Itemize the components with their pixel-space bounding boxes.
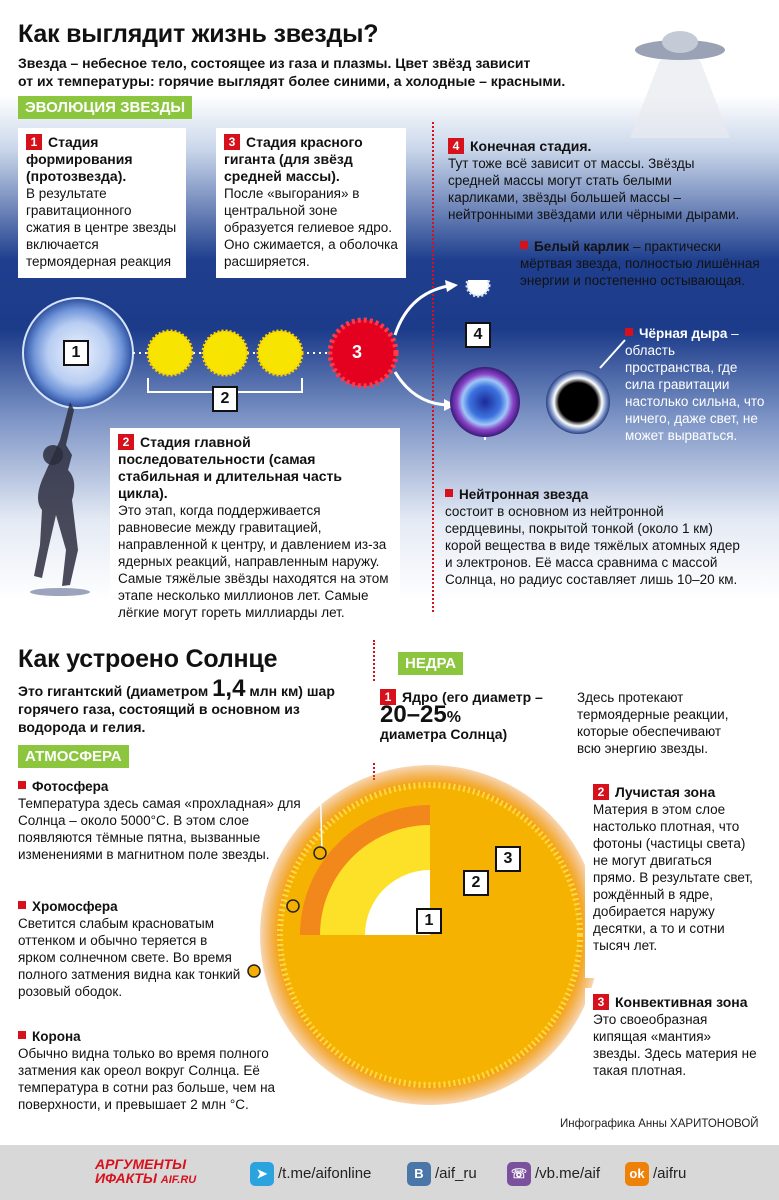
core-card	[372, 683, 752, 763]
stage-1-number: 1	[26, 134, 42, 150]
core-heading	[380, 689, 575, 743]
sun-intro	[18, 675, 348, 736]
photosphere-title: Фотосфера	[32, 779, 109, 794]
sun-diameter-unit: млн км)	[249, 683, 303, 699]
stage-1-text: В результате гравитационного сжатия в центре звезды включается термоядерная реакция	[26, 186, 177, 269]
sun-intro-b: шар горячего газа, состоящий в основном из водорода и гелия.	[18, 683, 335, 735]
stage-2-number: 2	[118, 434, 134, 450]
stage-3-text: После «выгорания» в центральной зоне образуется гелиевое ядро. Оно сжимается, а оболочка расширяется.	[224, 186, 398, 269]
diagram-label-2: 2	[212, 386, 238, 412]
stage-3-card	[216, 128, 406, 278]
stage-4-number: 4	[448, 138, 464, 154]
convective-zone-card	[585, 988, 765, 1093]
neutron-star-title: Нейтронная звезда	[459, 487, 589, 502]
radiative-title: Лучистая зона	[615, 784, 716, 800]
black-hole-block	[625, 325, 765, 444]
core-diameter-value: 20–25	[380, 701, 447, 728]
telegram-text: /t.me/aifonline	[278, 1164, 372, 1182]
photosphere-block	[18, 778, 308, 863]
core-number: 1	[380, 689, 396, 705]
neutron-star-text: состоит в основном из нейтронной сердцевины, покрытой тонкой (около 1 км) корой вещества в виде тяжёлых атомных ядер и электронов. Её масса сравнима с массой Солнца, но радиус составляет лишь 10–20 км.	[445, 504, 740, 587]
red-giant-shape	[330, 320, 396, 386]
viber-text: /vb.me/aif	[535, 1164, 601, 1182]
sun-diameter-value: 1,4	[212, 675, 246, 702]
stage-1-card	[18, 128, 186, 278]
stage-2-card	[110, 428, 400, 620]
vk-icon: В	[407, 1162, 431, 1186]
credit-text: Инфографика Анны ХАРИТОНОВОЙ	[560, 1118, 759, 1130]
white-dwarf-block	[520, 238, 765, 289]
core-diameter-pct: %	[446, 709, 461, 726]
stage-1-title: Стадия формирования (протозвезда).	[26, 134, 133, 184]
white-dwarf-shape	[467, 280, 489, 296]
bullet-icon	[18, 1031, 26, 1039]
viber-icon: ☏	[507, 1162, 531, 1186]
stage-4-title: Конечная стадия.	[470, 138, 592, 154]
neutron-star-shape	[450, 367, 520, 437]
core-text: Здесь протекают термоядерные реакции, которые обеспечивают всю энергию звезды.	[577, 690, 729, 756]
stage-3-title: Стадия красного гиганта (для звёзд средней массы).	[224, 134, 363, 184]
sun-label-3: 3	[495, 846, 521, 872]
footer-bar	[0, 1145, 779, 1200]
telegram-icon: ➤	[250, 1162, 274, 1186]
convective-number: 3	[593, 994, 609, 1010]
neutron-star-block	[445, 486, 745, 588]
bullet-icon	[625, 328, 633, 336]
vk-link[interactable]	[407, 1162, 477, 1186]
stage-3-number: 3	[224, 134, 240, 150]
aif-logo[interactable]	[95, 1157, 196, 1187]
radiative-number: 2	[593, 784, 609, 800]
sun-intro-a: Это гигантский (диаметром	[18, 683, 209, 699]
bullet-icon	[445, 489, 453, 497]
logo-line-1: АРГУМЕНТЫ	[95, 1156, 187, 1172]
nedra-tag: НЕДРА	[398, 652, 463, 675]
main-sequence-stars	[133, 331, 328, 392]
girl-silhouette-icon	[20, 400, 100, 600]
ok-text: /aifru	[653, 1164, 687, 1182]
chromosphere-text: Светится слабым красноватым оттенком и обычно теряется в ярком солнечном свете. Во время полного затмения видна как тонкий розовый ободок.	[18, 916, 241, 999]
page-title: Как выглядит жизнь звезды?	[18, 20, 379, 48]
corona-text: Обычно видна только во время полного затмения как ореол вокруг Солнца. Её температура в сотни раз больше, чем на поверхности, и превышает 2 млн °С.	[18, 1046, 276, 1112]
evolution-tag: ЭВОЛЮЦИЯ ЗВЕЗДЫ	[18, 96, 192, 119]
chromosphere-block	[18, 898, 248, 1000]
white-dwarf-text: – практически мёртвая звезда, полностью лишённая энергии и постепенно остывающая.	[520, 239, 760, 288]
radiative-zone-card	[585, 778, 765, 978]
logo-line-2: ИФАКТЫ	[95, 1170, 157, 1186]
sun-label-1: 1	[416, 908, 442, 934]
diagram-label-1: 1	[63, 340, 89, 366]
atmosphere-tag: АТМОСФЕРА	[18, 745, 129, 768]
sun-title: Как устроено Солнце	[18, 645, 278, 673]
intro-line-2: от их температуры: горячие выглядят более синими, а холодные – красными.	[18, 73, 566, 89]
white-dwarf-title: Белый карлик	[534, 239, 630, 254]
diagram-label-3: 3	[352, 342, 363, 362]
stage-2-title: Стадия главной последовательности (самая стабильная и длительная часть цикла).	[118, 434, 342, 501]
black-hole-shape	[546, 370, 610, 434]
bullet-icon	[520, 241, 528, 249]
radiative-text: Материя в этом слое настолько плотная, что фотоны (частицы света) не могут двигаться прямо. В результате свет, рождённый в ядре, добирается наружу десятки, а то и сотни тысяч лет.	[593, 802, 753, 953]
core-title: Ядро (его диаметр –	[402, 689, 543, 705]
stage-4-text: Тут тоже всё зависит от массы. Звёзды средней массы могут стать белыми карликами, звёзды большей массы – нейтронными звёздами или чёрными дырами.	[448, 156, 740, 222]
stage-4-block	[440, 132, 752, 229]
core-subtitle: диаметра Солнца)	[380, 726, 508, 742]
black-hole-text: – область пространства, где сила гравитации настолько сильна, что ничего, даже свет, не может вырваться.	[625, 326, 765, 443]
logo-line-3: AIF.RU	[160, 1174, 197, 1186]
intro-text	[18, 54, 658, 90]
corona-title: Корона	[32, 1029, 81, 1044]
sun-label-2: 2	[463, 870, 489, 896]
photosphere-text: Температура здесь самая «прохладная» для Солнца – около 5000°С. В этом слое появляются тёмные пятна, вызванные изменениями в магнитном поле звезды.	[18, 796, 301, 862]
diagram-label-4: 4	[465, 322, 491, 348]
corona-block	[18, 1028, 298, 1113]
viber-link[interactable]	[507, 1162, 600, 1186]
bullet-icon	[18, 901, 26, 909]
black-hole-title: Чёрная дыра	[639, 326, 728, 341]
vk-text: /aif_ru	[435, 1164, 477, 1182]
chromosphere-title: Хромосфера	[32, 899, 118, 914]
convective-text: Это своеобразная кипящая «мантия» звезды. Здесь материя не такая плотная.	[593, 1012, 757, 1078]
intro-line-1: Звезда – небесное тело, состоящее из газа и плазмы. Цвет звёзд зависит	[18, 55, 531, 71]
convective-title: Конвективная зона	[615, 994, 748, 1010]
ok-link[interactable]	[625, 1162, 686, 1186]
telegram-link[interactable]	[250, 1162, 371, 1186]
stage-2-text: Это этап, когда поддерживается равновесие между гравитацией, направленной к центру, и давлением из-за ядерных реакций, направленным наружу. Самые тяжёлые звёзды находятся на этом этапе несколько миллионов лет. Самые лёгкие могут гореть миллиарды лет.	[118, 503, 389, 620]
bullet-icon	[18, 781, 26, 789]
odnoklassniki-icon: ok	[625, 1162, 649, 1186]
